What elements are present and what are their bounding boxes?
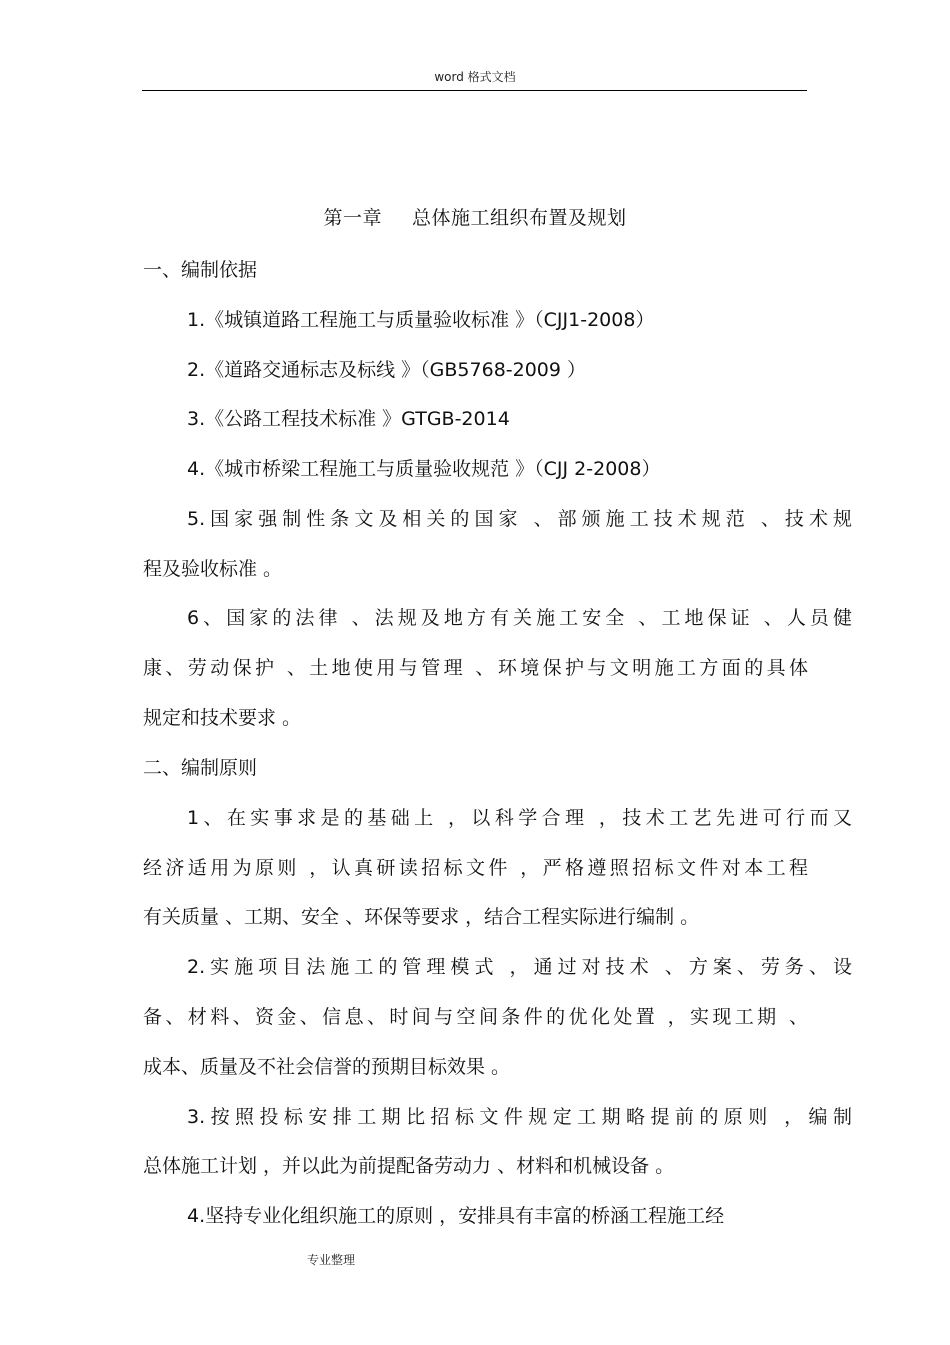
paragraph-line: 2.《道路交通标志及标线 》（GB5768-2009 ） xyxy=(187,359,587,381)
header-rule xyxy=(142,90,807,91)
paragraph-line: 康、劳动保护 、土地使用与管理 、环境保护与文明施工方面的具体 xyxy=(143,657,808,679)
paragraph-line: 4.《城市桥梁工程施工与质量验收规范 》（CJJ 2-2008） xyxy=(187,458,661,480)
paragraph-line: 有关质量 、工期、安全 、环保等要求 ，结合工程实际进行编制 。 xyxy=(143,906,700,928)
paragraph-line: 总体施工计划 ，并以此为前提配备劳动力 、材料和机械设备 。 xyxy=(143,1155,675,1177)
page-header: word 格式文档 xyxy=(434,70,516,84)
paragraph-line: 备、材料、资金、信息、时间与空间条件的优化处置 ，实现工期 、 xyxy=(143,1006,808,1028)
paragraph-line: 经济适用为原则 ，认真研读招标文件 ，严格遵照招标文件对本工程 xyxy=(143,857,808,879)
chapter-name: 总体施工组织布置及规划 xyxy=(412,207,627,229)
paragraph-line: 4.坚持专业化组织施工的原则 ，安排具有丰富的桥涵工程施工经 xyxy=(187,1205,725,1227)
paragraph-line: 6、国家的法律 、法规及地方有关施工安全 、工地保证 、人员健 xyxy=(187,607,852,629)
paragraph-line: 3.按照投标安排工期比招标文件规定工期略提前的原则 ，编制 xyxy=(187,1106,852,1128)
page-footer: 专业整理 xyxy=(307,1253,356,1267)
paragraph-line: 2.实施项目法施工的管理模式 ，通过对技术 、方案、劳务、设 xyxy=(187,956,852,978)
section-heading: 一、编制依据 xyxy=(143,259,258,281)
paragraph-line: 5.国家强制性条文及相关的国家 、部颁施工技术规范 、技术规 xyxy=(187,508,852,530)
chapter-number: 第一章 xyxy=(323,207,382,229)
paragraph-line: 3.《公路工程技术标准 》GTGB-2014 xyxy=(187,408,510,430)
paragraph-line: 规定和技术要求 。 xyxy=(143,707,302,729)
chapter-title xyxy=(0,203,950,230)
paragraph-line: 成本、质量及不社会信誉的预期目标效果 。 xyxy=(143,1056,511,1078)
paragraph-line: 1、在实事求是的基础上 ，以科学合理 ，技术工艺先进可行而又 xyxy=(187,807,852,829)
paragraph-line: 1.《城镇道路工程施工与质量验收标准 》（CJJ1-2008） xyxy=(187,309,655,331)
paragraph-line: 程及验收标准 。 xyxy=(143,558,283,580)
section-heading: 二、编制原则 xyxy=(143,757,258,779)
